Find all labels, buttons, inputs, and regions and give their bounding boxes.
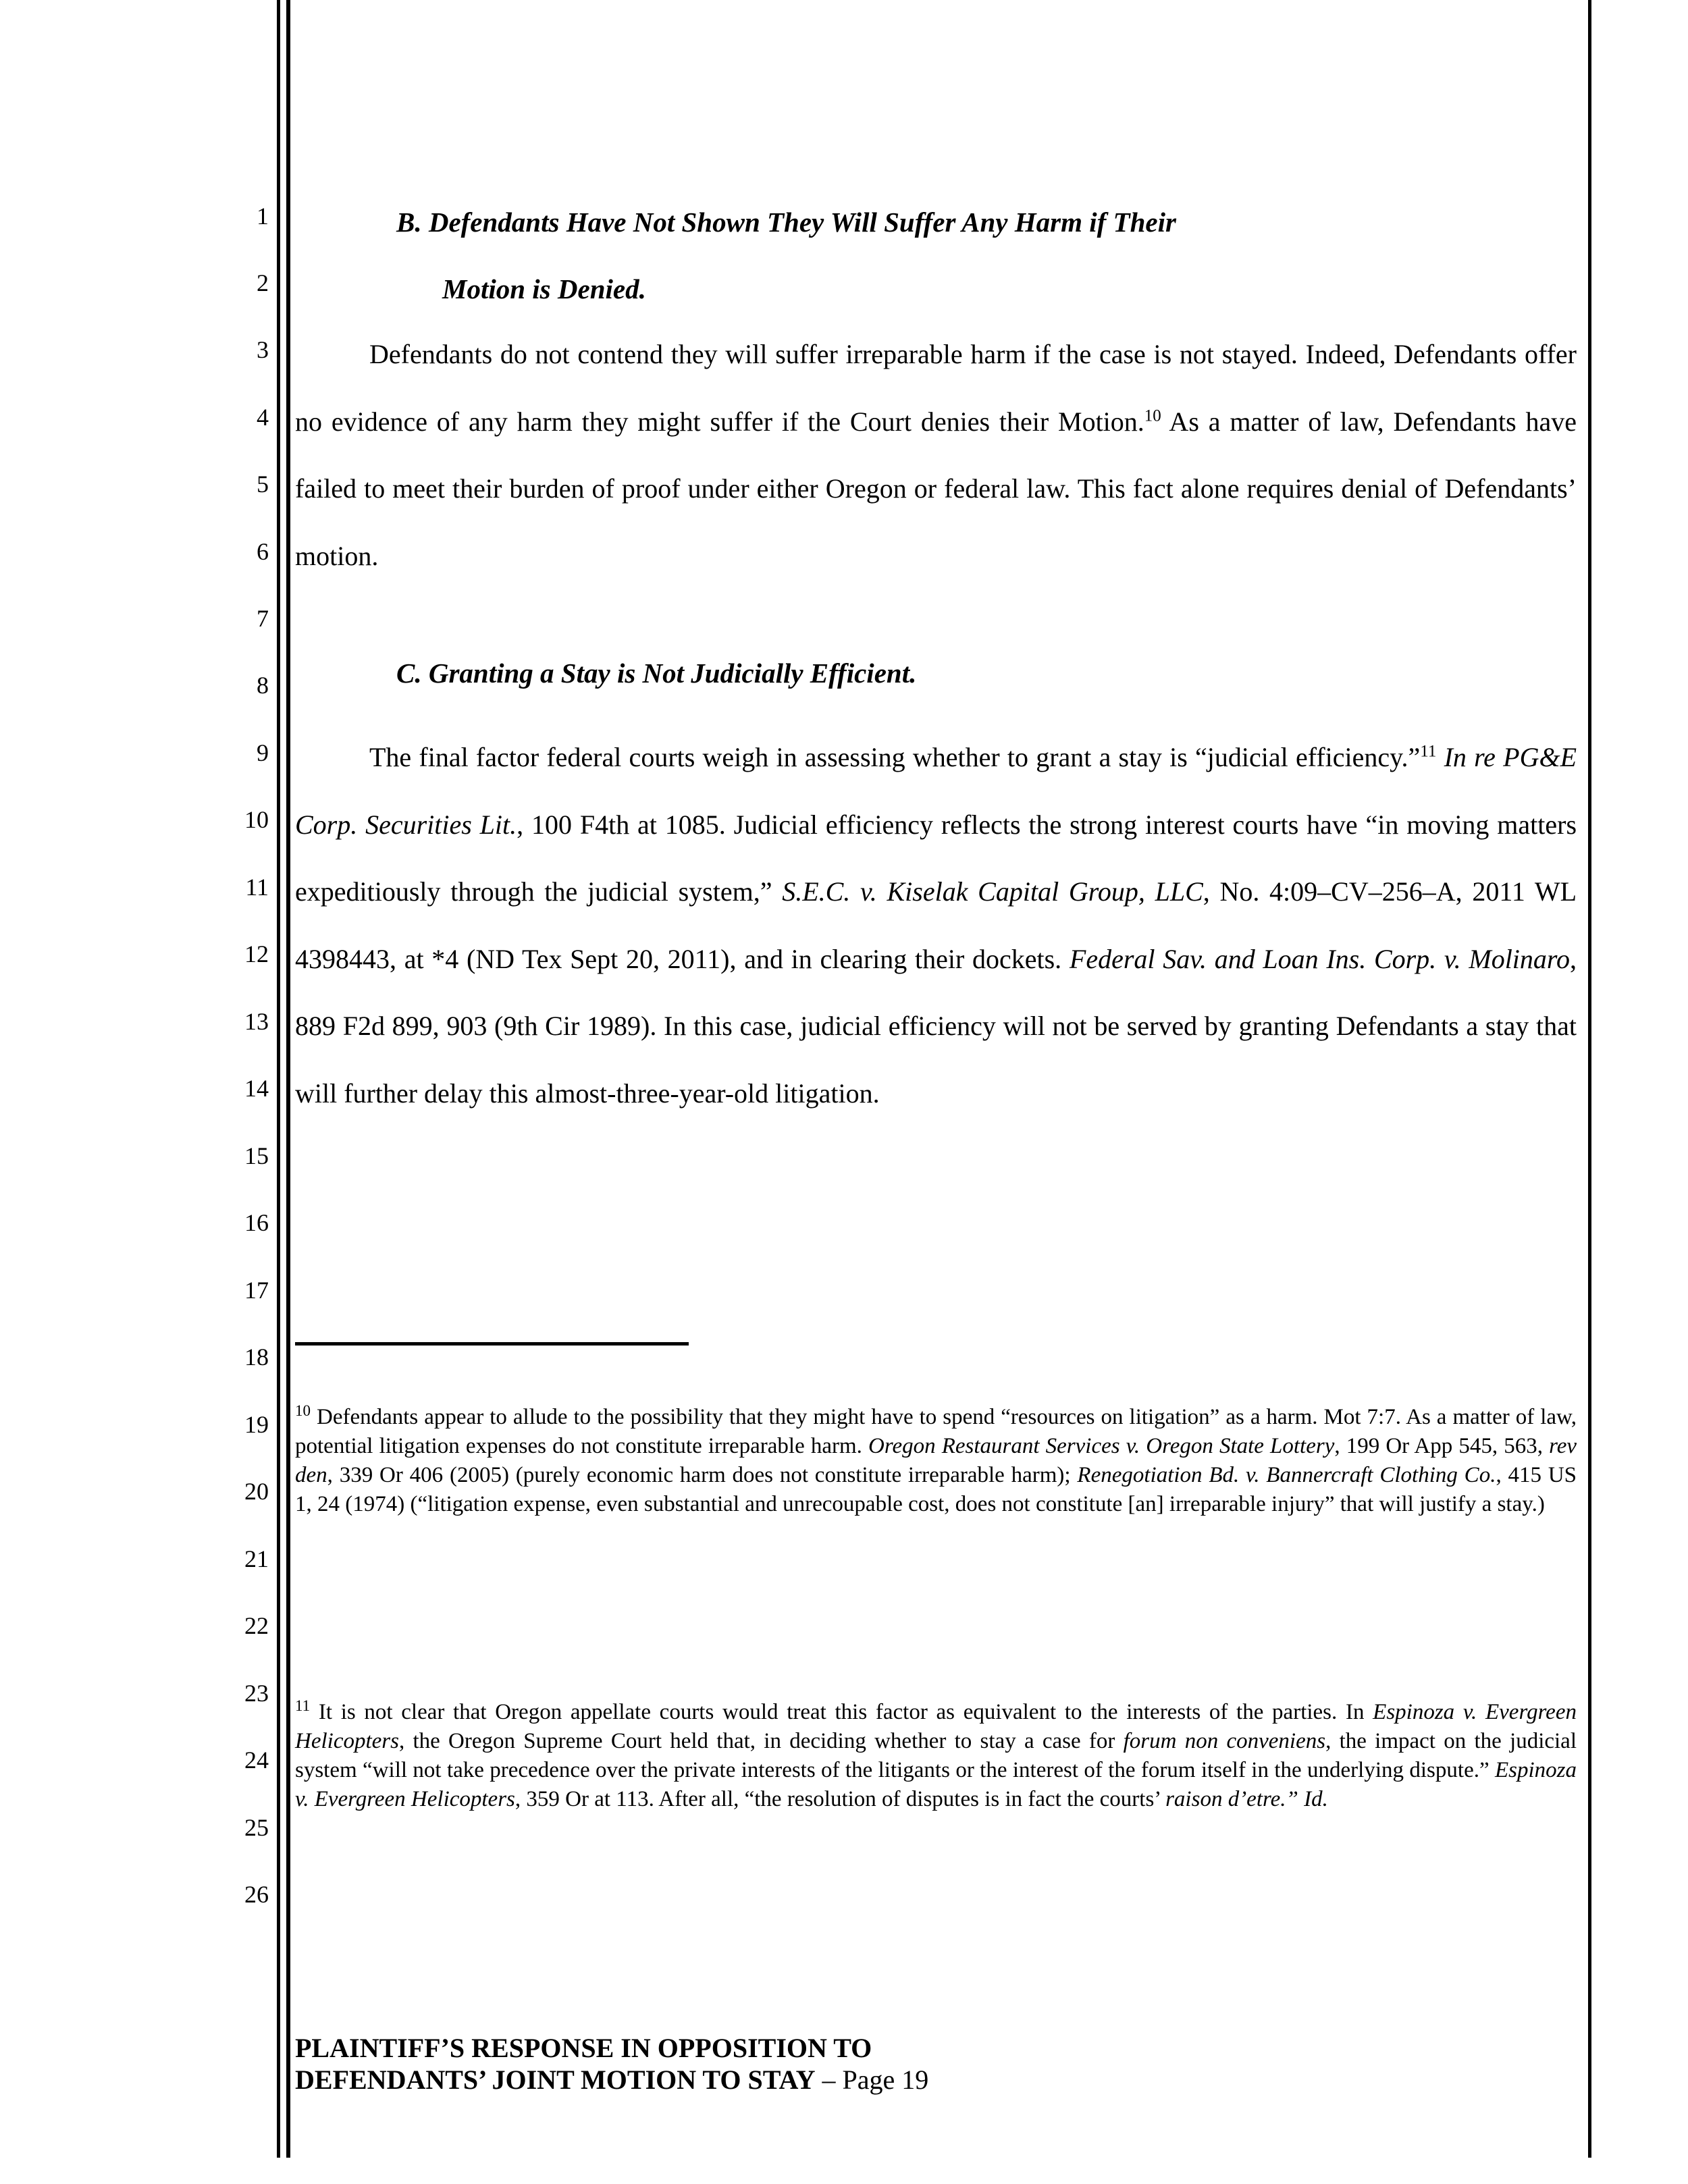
heading-c: C. Granting a Stay is Not Judicially Efficient. xyxy=(396,658,917,689)
fn11-text-d: , 359 Or at 113. After all, “the resolution of disputes is in fact the courts’ xyxy=(515,1787,1166,1811)
line-number: 20 xyxy=(244,1478,269,1505)
citation-kiselak: S.E.C. v. Kiselak Capital Group, LLC xyxy=(782,876,1203,907)
fn11-text-a: It is not clear that Oregon appellate courts would treat this factor as equivalent to the interests of the parties. In xyxy=(310,1700,1373,1724)
right-margin-rule xyxy=(1588,0,1591,2158)
line-number: 24 xyxy=(244,1747,269,1774)
footnote-11-number: 11 xyxy=(295,1697,311,1714)
footnote-10-number: 10 xyxy=(295,1402,311,1419)
paragraph-harm xyxy=(295,321,1577,589)
footnote-11 xyxy=(295,1698,1577,1814)
line-number: 5 xyxy=(257,471,269,498)
paragraph-judicial-efficiency xyxy=(295,724,1577,1127)
footer-page-number: – Page 19 xyxy=(815,2065,929,2095)
footnote-marker-11: 11 xyxy=(1420,742,1437,761)
footnote-marker-10: 10 xyxy=(1144,406,1161,425)
fn10-text-a: Defendants appear to allude to the possibility that they might have to spend “resources on litigation” as a harm. Mot 7:7. As a matter of law, potential litigation expenses do not constitute irreparable harm. xyxy=(295,1405,1577,1458)
fn10-text-d: , 415 US 1, 24 (1974) (“litigation expense, even substantial and unrecoupable cost, does not constitute [an] irreparable injury” that will justify a stay.) xyxy=(295,1463,1577,1516)
line-number-gutter xyxy=(203,0,269,2184)
heading-b-line2: Motion is Denied. xyxy=(442,273,646,304)
line-number: 8 xyxy=(257,672,269,699)
line-number: 9 xyxy=(257,739,269,766)
fn11-text-c: , the impact on the judicial system “will not take precedence over the private interests of the litigants or the interest of the forum itself in the underlying dispute.” xyxy=(295,1729,1577,1782)
left-inner-rule xyxy=(286,0,290,2158)
par1-text-a: Defendants do not contend they will suffer irreparable harm if the case is not stayed. Indeed, Defendants offer no evidence of any harm they might suffer if the Court denies their Motion. xyxy=(295,339,1577,437)
line-number: 6 xyxy=(257,538,269,565)
fn11-citation-espinoza-1: Espinoza v. Evergreen Helicopters xyxy=(295,1700,1577,1753)
fn10-rev-den: rev den xyxy=(295,1434,1577,1487)
line-number: 14 xyxy=(244,1075,269,1102)
fn10-text-c: , 339 Or 406 (2005) (purely economic harm does not constitute irreparable harm); xyxy=(327,1463,1078,1487)
left-outer-rule xyxy=(277,0,280,2158)
par2-text-d: , 889 F2d 899, 903 (9th Cir 1989). In this case, judicial efficiency will not be served by granting Defendants a stay that will further delay this almost-three-year-old litigation. xyxy=(295,943,1577,1109)
line-number: 22 xyxy=(244,1612,269,1639)
par2-text-b: , 100 F4th at 1085. Judicial efficiency reflects the strong interest courts have “in moving matters expeditiously through the judicial system,” xyxy=(295,809,1577,907)
fn11-text-b: , the Oregon Supreme Court held that, in deciding whether to stay a case for xyxy=(398,1729,1124,1753)
line-number: 1 xyxy=(257,203,269,230)
line-number: 4 xyxy=(257,404,269,431)
line-number: 16 xyxy=(244,1209,269,1236)
document-body xyxy=(295,0,1577,2184)
line-number: 25 xyxy=(244,1814,269,1841)
fn10-citation-oregon-restaurant: Oregon Restaurant Services v. Oregon State Lottery xyxy=(868,1434,1335,1458)
par2-text-c: , No. 4:09–CV–256–A, 2011 WL 4398443, at *4 (ND Tex Sept 20, 2011), and in clearing their dockets. xyxy=(295,876,1577,974)
line-number: 18 xyxy=(244,1343,269,1370)
line-number: 19 xyxy=(244,1411,269,1438)
par2-text-a: The final factor federal courts weigh in assessing whether to grant a stay is “judicial efficiency.” xyxy=(369,742,1421,772)
heading-b-line1: B. Defendants Have Not Shown They Will Suffer Any Harm if Their xyxy=(396,207,1176,238)
fn10-text-b: , 199 Or App 545, 563, xyxy=(1334,1434,1550,1458)
footer-line-2 xyxy=(295,2064,1577,2096)
fn11-raison-detre: raison d’etre.” Id. xyxy=(1165,1787,1328,1811)
line-number: 2 xyxy=(257,269,269,296)
line-number: 10 xyxy=(244,806,269,833)
footnote-10 xyxy=(295,1403,1577,1519)
footer-title: DEFENDANTS’ JOINT MOTION TO STAY xyxy=(295,2065,816,2095)
footnote-separator-rule xyxy=(295,1342,689,1346)
line-number: 17 xyxy=(244,1277,269,1304)
fn11-citation-espinoza-2: Espinoza v. Evergreen Helicopters xyxy=(295,1758,1577,1811)
line-number: 12 xyxy=(244,940,269,967)
par1-text-b: As a matter of law, Defendants have failed to meet their burden of proof under either Oregon or federal law. This fact alone requires denial of Defendants’ motion. xyxy=(295,406,1577,571)
line-number: 15 xyxy=(244,1142,269,1169)
line-number: 21 xyxy=(244,1545,269,1572)
line-number: 26 xyxy=(244,1881,269,1908)
citation-molinaro: Federal Sav. and Loan Ins. Corp. v. Molinaro xyxy=(1069,943,1571,974)
line-number: 13 xyxy=(244,1008,269,1035)
line-number: 23 xyxy=(244,1680,269,1707)
line-number: 3 xyxy=(257,336,269,363)
fn10-citation-renegotiation: Renegotiation Bd. v. Bannercraft Clothing Co. xyxy=(1077,1463,1496,1487)
citation-pge: In re PG&E Corp. Securities Lit. xyxy=(295,742,1577,840)
fn11-forum-non-conveniens: forum non conveniens xyxy=(1123,1729,1326,1753)
line-number: 11 xyxy=(245,874,269,901)
heading-b xyxy=(396,189,1577,323)
document-footer xyxy=(295,2032,1577,2096)
line-number: 7 xyxy=(257,605,269,632)
footer-line-1: PLAINTIFF’S RESPONSE IN OPPOSITION TO xyxy=(295,2033,872,2063)
